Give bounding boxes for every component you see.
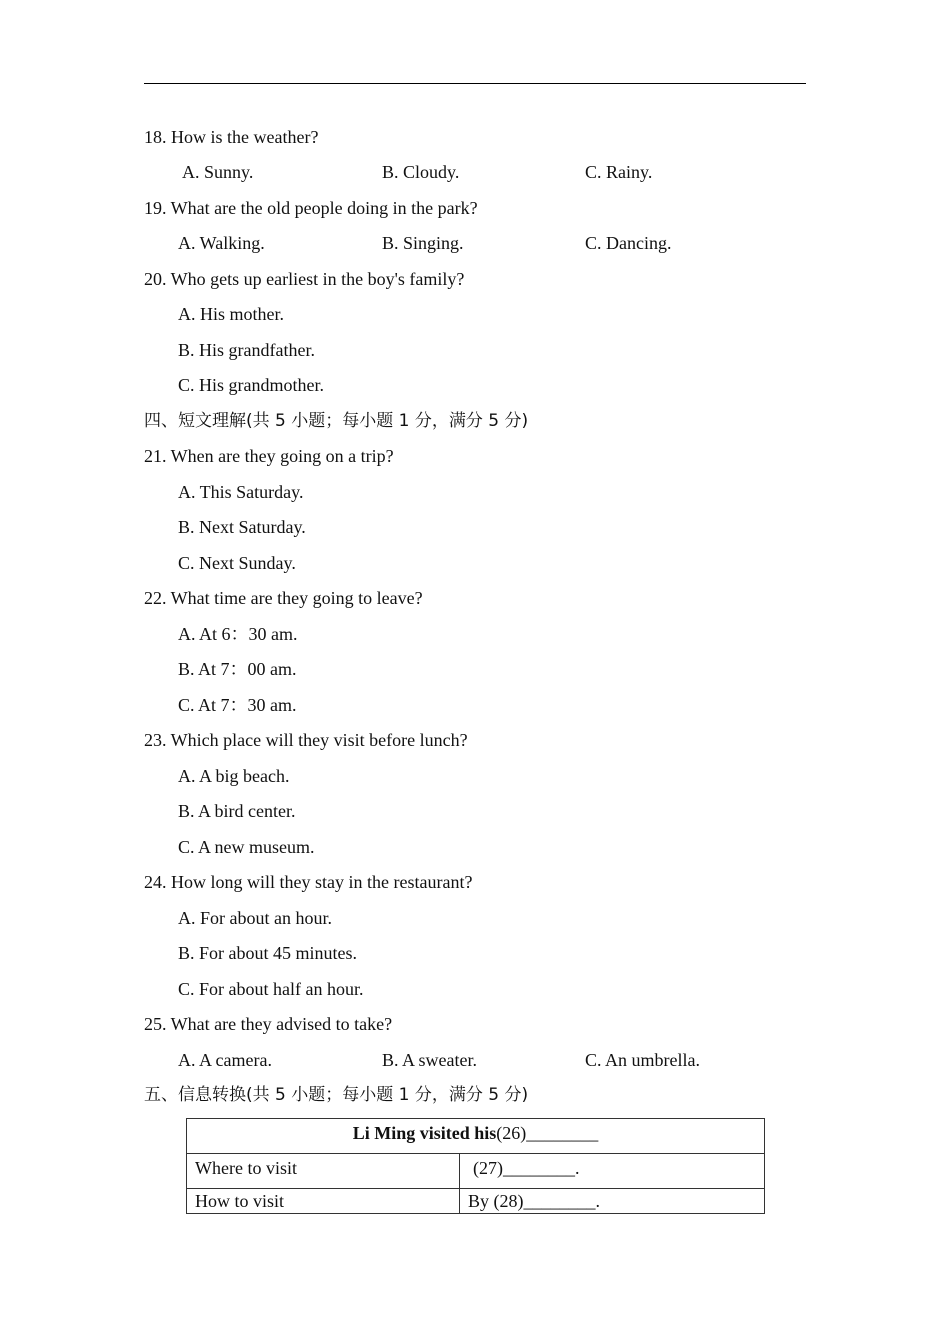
question-18: 18. How is the weather? bbox=[144, 127, 319, 147]
section-4-title: 四、短文理解(共 5 小题；每小题 1 分，满分 5 分) bbox=[144, 411, 529, 431]
header-rule bbox=[144, 83, 806, 84]
q19-option-c: C. Dancing. bbox=[585, 233, 672, 253]
table-header-blank: (26)________ bbox=[496, 1123, 599, 1143]
table-row-label: Where to visit bbox=[187, 1154, 460, 1189]
table-row-value: (27)________. bbox=[460, 1154, 765, 1189]
q20-option-a: A. His mother. bbox=[178, 304, 284, 324]
table-row bbox=[187, 1154, 765, 1189]
question-19: 19. What are the old people doing in the park? bbox=[144, 198, 478, 218]
q24-option-c: C. For about half an hour. bbox=[178, 979, 364, 999]
q22-option-a: A. At 6：30 am. bbox=[178, 624, 298, 644]
table-header-cell bbox=[187, 1119, 765, 1154]
question-22: 22. What time are they going to leave? bbox=[144, 588, 423, 608]
question-25: 25. What are they advised to take? bbox=[144, 1014, 393, 1034]
q23-option-a: A. A big beach. bbox=[178, 766, 290, 786]
q25-option-b: B. A sweater. bbox=[382, 1050, 477, 1070]
q25-option-c: C. An umbrella. bbox=[585, 1050, 700, 1070]
q24-option-b: B. For about 45 minutes. bbox=[178, 943, 357, 963]
table-header-row bbox=[187, 1119, 765, 1154]
info-table bbox=[186, 1118, 765, 1214]
q24-option-a: A. For about an hour. bbox=[178, 908, 332, 928]
table-header-bold: Li Ming visited his bbox=[352, 1123, 497, 1143]
q21-option-c: C. Next Sunday. bbox=[178, 553, 296, 573]
table-row-value: By (28)________. bbox=[460, 1189, 765, 1214]
q22-option-b: B. At 7：00 am. bbox=[178, 659, 297, 679]
q18-option-b: B. Cloudy. bbox=[382, 162, 460, 182]
q23-option-b: B. A bird center. bbox=[178, 801, 296, 821]
question-24: 24. How long will they stay in the restaurant? bbox=[144, 872, 473, 892]
q21-option-b: B. Next Saturday. bbox=[178, 517, 306, 537]
q18-option-a: A. Sunny. bbox=[182, 162, 254, 182]
question-23: 23. Which place will they visit before lunch? bbox=[144, 730, 468, 750]
q20-option-c: C. His grandmother. bbox=[178, 375, 324, 395]
table-row-label: How to visit bbox=[187, 1189, 460, 1214]
q23-option-c: C. A new museum. bbox=[178, 837, 315, 857]
q19-option-b: B. Singing. bbox=[382, 233, 464, 253]
q20-option-b: B. His grandfather. bbox=[178, 340, 315, 360]
table-row bbox=[187, 1189, 765, 1214]
q25-option-a: A. A camera. bbox=[178, 1050, 272, 1070]
question-20: 20. Who gets up earliest in the boy's family? bbox=[144, 269, 465, 289]
q18-option-c: C. Rainy. bbox=[585, 162, 653, 182]
q21-option-a: A. This Saturday. bbox=[178, 482, 304, 502]
q22-option-c: C. At 7：30 am. bbox=[178, 695, 297, 715]
q19-option-a: A. Walking. bbox=[178, 233, 265, 253]
section-5-title: 五、信息转换(共 5 小题；每小题 1 分，满分 5 分) bbox=[144, 1085, 529, 1105]
question-21: 21. When are they going on a trip? bbox=[144, 446, 394, 466]
